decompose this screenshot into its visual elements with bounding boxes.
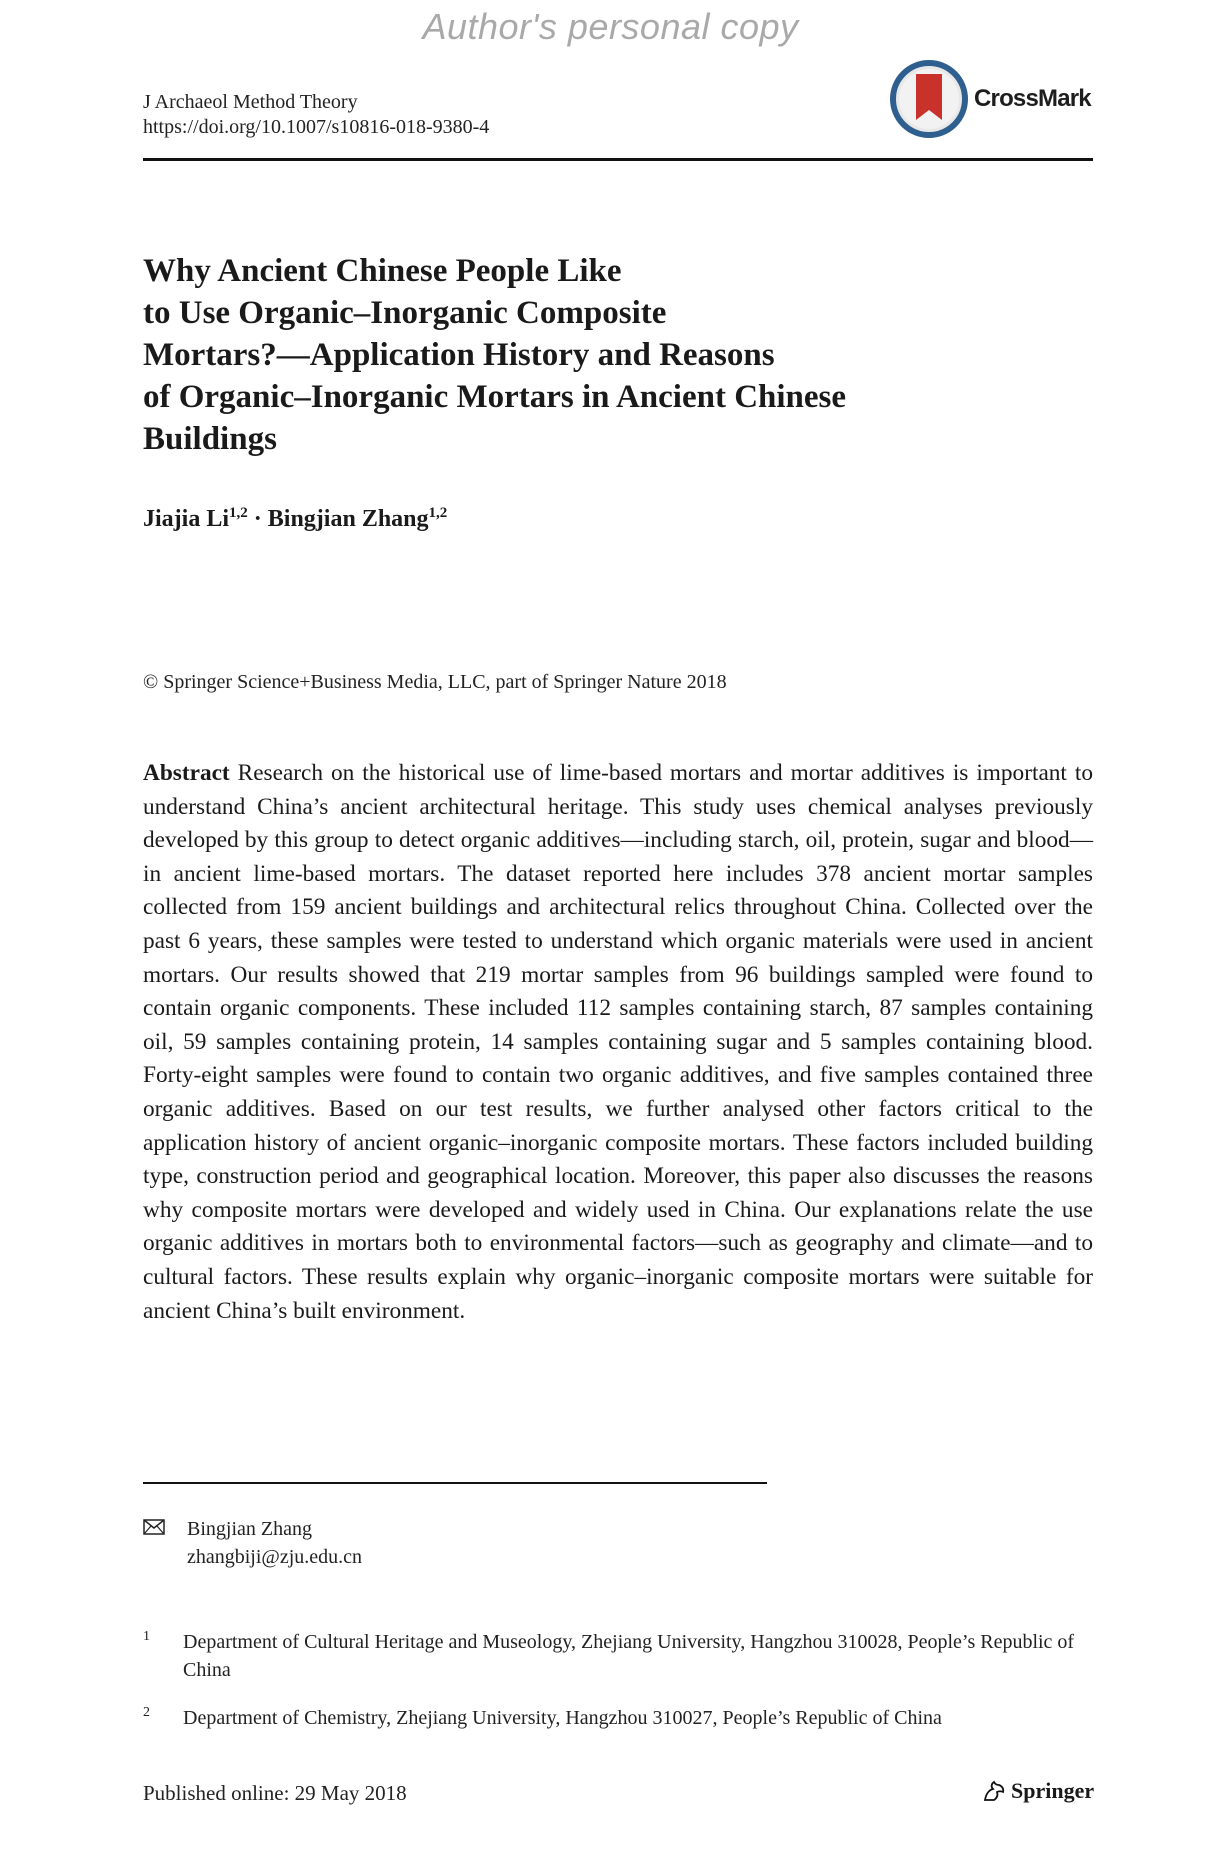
article-title — [143, 250, 963, 460]
affiliation-item — [143, 1628, 1093, 1684]
affiliation-text: Department of Cultural Heritage and Museology, Zhejiang University, Hangzhou 310028, People’s Republic of China — [183, 1631, 1075, 1681]
title-line: Why Ancient Chinese People Like — [143, 253, 622, 289]
title-line: Mortars?—Application History and Reasons — [143, 337, 775, 373]
springer-horse-icon — [982, 1780, 1006, 1802]
title-line: of Organic–Inorganic Mortars in Ancient Chinese — [143, 379, 847, 415]
abstract-body: Research on the historical use of lime-based mortars and mortar additives is important to understand China’s ancient architectural heritage. This study uses chemical analyses previously developed by this group to detect organic additives—including starch, oil, protein, sugar and blood—in ancient lime-based mortars. The dataset reported here includes 378 ancient mortar samples collected from 159 ancient buildings and architectural relics throughout China. Collected over the past 6 years, these samples were tested to understand which organic materials were used in ancient mortars. Our results showed that 219 mortar samples from 96 buildings sampled were found to contain organic components. These included 112 samples containing starch, 87 samples containing oil, 59 samples containing protein, 14 samples containing sugar and 5 samples containing blood. Forty-eight samples were found to contain two organic additives, and five samples contained three organic additives. Based on our test results, we further analysed other factors critical to the application history of ancient organic–inorganic composite mortars. These factors included building type, construction period and geographical location. Moreover, this paper also discusses the reasons why composite mortars were developed and widely used in China. Our explanations relate the use organic additives in mortars both to environmental factors—such as geography and climate—and to cultural factors. These results explain why organic–inorganic composite mortars were suitable for ancient China’s built environment. — [143, 760, 1093, 1324]
author-name[interactable]: Jiajia Li — [143, 506, 230, 532]
title-line: Buildings — [143, 421, 277, 457]
author-name[interactable]: Bingjian Zhang — [267, 506, 429, 532]
published-date: Published online: 29 May 2018 — [143, 1781, 407, 1805]
correspondence-name: Bingjian Zhang — [187, 1518, 312, 1540]
affiliation-number: 2 — [143, 1705, 150, 1720]
abstract-heading: Abstract — [143, 760, 230, 786]
journal-header — [143, 90, 489, 140]
springer-logo — [982, 1778, 1094, 1804]
correspondence — [143, 1515, 362, 1571]
author-list — [143, 505, 447, 533]
correspondence-email-link[interactable]: zhangbiji@zju.edu.cn — [187, 1546, 363, 1568]
springer-label: Springer — [1011, 1778, 1095, 1803]
affiliation-text: Department of Chemistry, Zhejiang University, Hangzhou 310027, People’s Republic of China — [183, 1707, 942, 1729]
copyright-notice: © Springer Science+Business Media, LLC, part of Springer Nature 2018 — [143, 671, 727, 693]
affiliation-item — [143, 1704, 1093, 1732]
envelope-icon — [143, 1515, 167, 1543]
crossmark-icon — [890, 60, 968, 138]
footnote-divider — [143, 1482, 767, 1484]
title-line: to Use Organic–Inorganic Composite — [143, 295, 667, 331]
abstract — [143, 757, 1093, 1328]
watermark-text: Author's personal copy — [422, 6, 799, 47]
author-affiliation-marks: 1,2 — [229, 505, 248, 521]
journal-doi-link[interactable]: https://doi.org/10.1007/s10816-018-9380-4 — [143, 116, 490, 138]
crossmark-badge[interactable] — [890, 58, 1100, 140]
author-affiliation-marks: 1,2 — [428, 505, 448, 521]
author-separator: · — [253, 506, 262, 532]
journal-name: J Archaeol Method Theory — [143, 91, 358, 113]
header-divider — [143, 158, 1093, 161]
affiliation-number: 1 — [143, 1629, 150, 1644]
crossmark-label: CrossMark — [974, 85, 1091, 112]
